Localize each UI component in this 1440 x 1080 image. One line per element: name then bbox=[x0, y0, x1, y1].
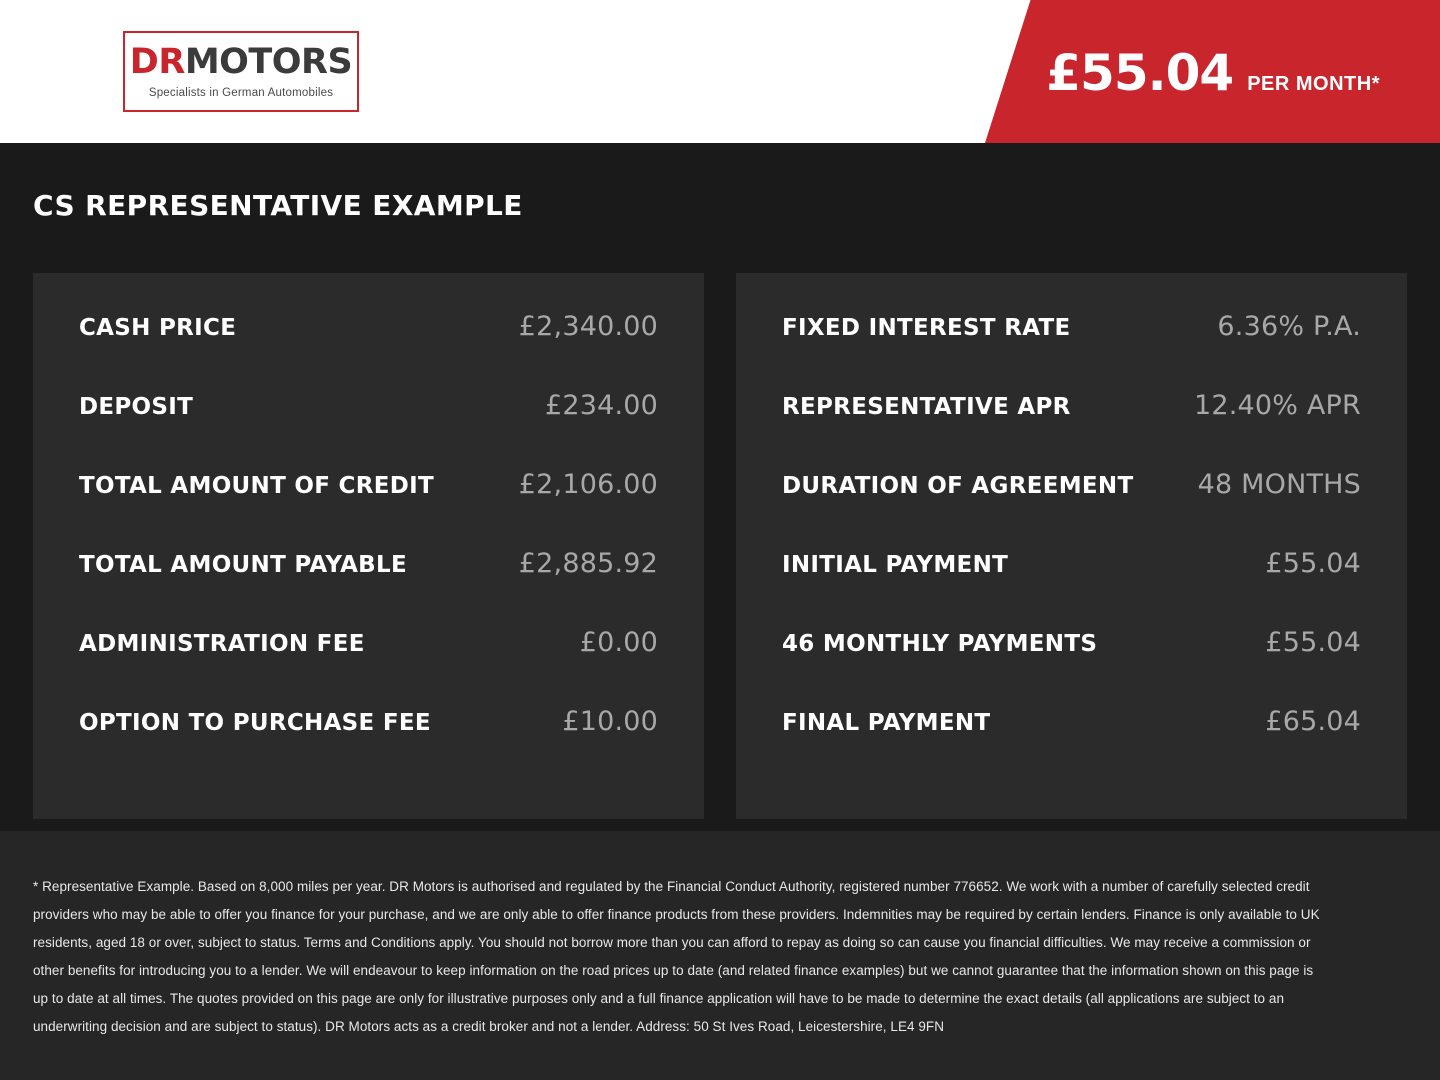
right-details-panel bbox=[736, 273, 1407, 819]
row-label: FINAL PAYMENT bbox=[782, 710, 991, 736]
row-label: REPRESENTATIVE APR bbox=[782, 394, 1071, 420]
finance-details-panels bbox=[33, 273, 1407, 819]
table-row bbox=[782, 311, 1361, 390]
monthly-price-block bbox=[1046, 44, 1380, 102]
row-label: TOTAL AMOUNT PAYABLE bbox=[79, 552, 407, 578]
row-label: DEPOSIT bbox=[79, 394, 194, 420]
logo-wordmark bbox=[129, 41, 353, 82]
row-value: 12.40% APR bbox=[1193, 390, 1361, 421]
row-value: 48 MONTHS bbox=[1197, 469, 1361, 500]
row-label: ADMINISTRATION FEE bbox=[79, 631, 365, 657]
table-row bbox=[79, 627, 658, 706]
row-value: £2,885.92 bbox=[518, 548, 658, 579]
table-row bbox=[79, 469, 658, 548]
page-header bbox=[0, 0, 1440, 143]
disclaimer-section bbox=[0, 831, 1440, 1080]
row-value: £10.00 bbox=[562, 706, 658, 737]
table-row bbox=[782, 706, 1361, 785]
disclaimer-text: * Representative Example. Based on 8,000 miles per year. DR Motors is authorised and regulated by the Financial Conduct Authority, registered number 776652. We work with a number of carefully selected credit providers who may be able to offer you finance for your purchase, and we are only able to offer finance products from these providers. Indemnities may be required by certain lenders. Finance is only available to UK residents, aged 18 or over, subject to status. Terms and Conditions apply. You should not borrow more than you can afford to repay as doing so can cause you financial difficulties. We may receive a commission or other benefits for introducing you to a lender. We will endeavour to keep information on the road prices up to date (and related finance examples) but we cannot guarantee that the information shown on this page is up to date at all times. The quotes provided on this page are only for illustrative purposes only and a full finance application will have to be made to determine the exact details (all applications are subject to an underwriting decision and are subject to status). DR Motors acts as a credit broker and not a lender. Address: 50 St Ives Road, Leicestershire, LE4 9FN bbox=[33, 879, 1320, 1035]
row-label: TOTAL AMOUNT OF CREDIT bbox=[79, 473, 434, 499]
row-value: £234.00 bbox=[544, 390, 658, 421]
row-value: £55.04 bbox=[1265, 627, 1361, 658]
row-label: INITIAL PAYMENT bbox=[782, 552, 1009, 578]
monthly-price-label: PER MONTH* bbox=[1247, 73, 1380, 95]
row-value: £2,340.00 bbox=[518, 311, 658, 342]
dr-motors-logo bbox=[123, 31, 359, 112]
page-title: CS REPRESENTATIVE EXAMPLE bbox=[33, 189, 523, 222]
table-row bbox=[782, 390, 1361, 469]
table-row bbox=[79, 311, 658, 390]
row-label: FIXED INTEREST RATE bbox=[782, 315, 1071, 341]
row-value: £65.04 bbox=[1265, 706, 1361, 737]
row-label: 46 MONTHLY PAYMENTS bbox=[782, 631, 1098, 657]
logo-motors-text: MOTORS bbox=[184, 41, 353, 82]
table-row bbox=[782, 627, 1361, 706]
row-value: £2,106.00 bbox=[518, 469, 658, 500]
table-row bbox=[782, 469, 1361, 548]
row-value: 6.36% P.A. bbox=[1217, 311, 1361, 342]
monthly-price-amount: £55.04 bbox=[1046, 44, 1234, 102]
table-row bbox=[79, 706, 658, 785]
row-value: £55.04 bbox=[1265, 548, 1361, 579]
table-row bbox=[79, 390, 658, 469]
logo-tagline: Specialists in German Automobiles bbox=[148, 86, 334, 99]
left-details-panel bbox=[33, 273, 704, 819]
row-label: DURATION OF AGREEMENT bbox=[782, 473, 1134, 499]
row-label: OPTION TO PURCHASE FEE bbox=[79, 710, 431, 736]
row-value: £0.00 bbox=[579, 627, 658, 658]
table-row bbox=[782, 548, 1361, 627]
table-row bbox=[79, 548, 658, 627]
row-label: CASH PRICE bbox=[79, 315, 237, 341]
logo-dr-text: DR bbox=[129, 41, 185, 82]
